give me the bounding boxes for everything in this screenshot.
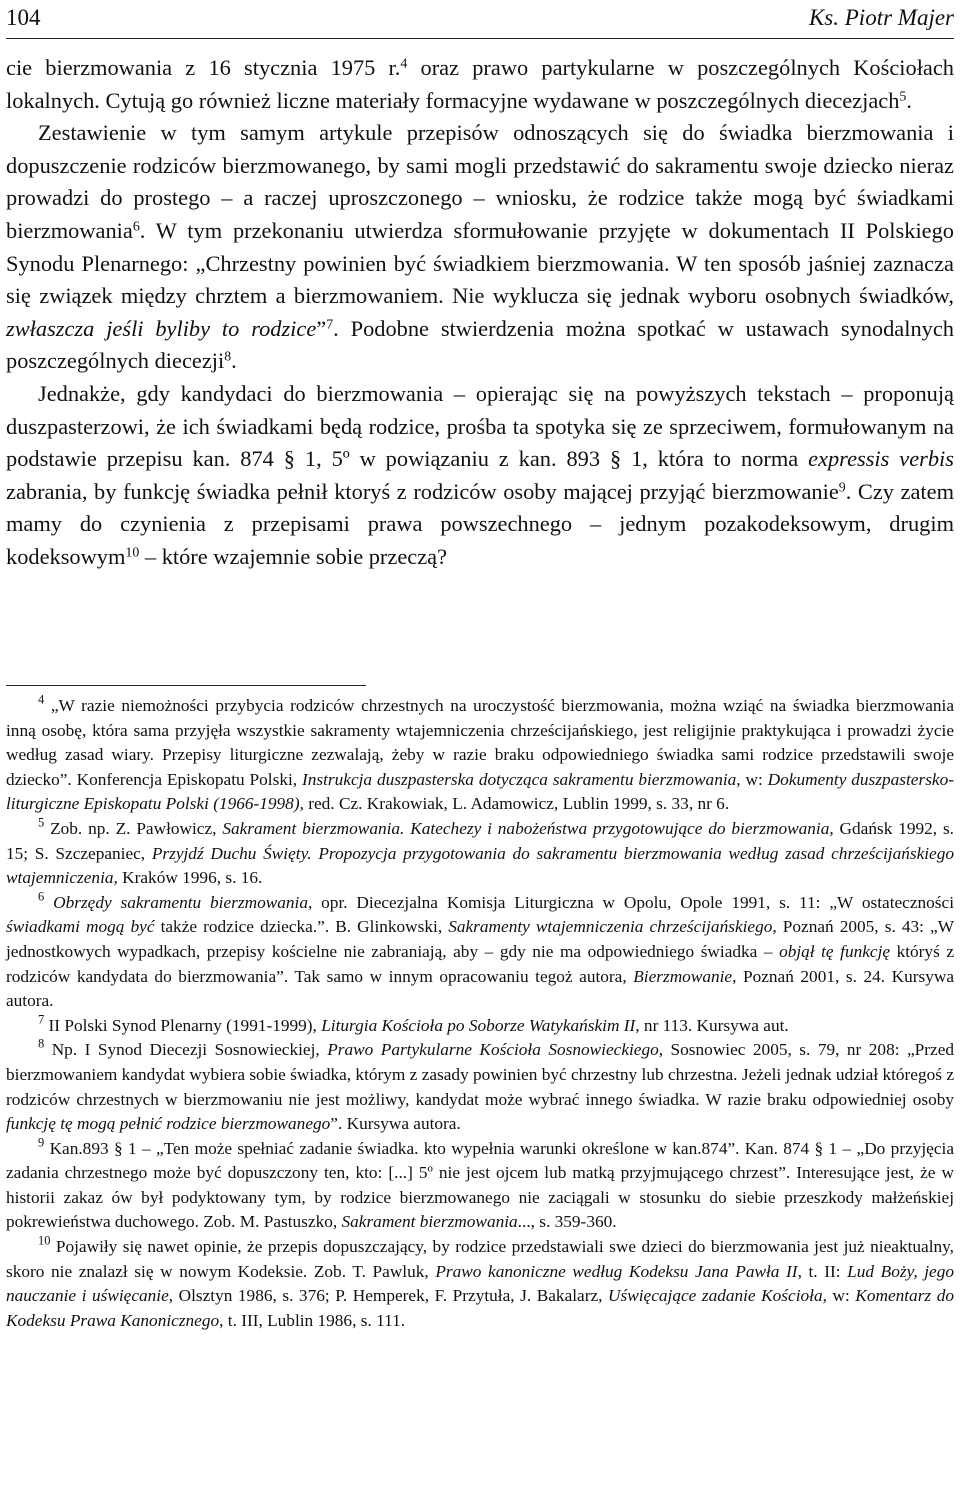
text-run: Zob. np. Z. Pawłowicz,: [44, 818, 223, 838]
text-run: , Gdańsk 1992, s. 15; S. Szczepaniec,: [6, 818, 954, 863]
italic-run: Komentarz do Kodeksu Prawa Kanonicznego: [6, 1286, 954, 1330]
footnote-9: [6, 1137, 954, 1235]
footnote-ref-5[interactable]: 5: [899, 88, 907, 104]
footnote-6: [6, 891, 954, 1014]
text-run: Np. I Synod Diecezji Sosnowieckiej,: [44, 1040, 328, 1060]
footnote-number: 6: [38, 889, 45, 904]
text-run: , Kraków 1996, s. 16.: [113, 868, 263, 888]
italic-run: Sakrament bierzmowania. Katechezy i nabożeństwa przygotowujące do bierzmowania: [222, 818, 830, 838]
footnote-4: [6, 694, 954, 817]
italic-run: Sakramenty wtajemniczenia chrześcijańskiego: [448, 917, 773, 937]
footnote-ref-6[interactable]: 6: [132, 219, 140, 235]
text-run: . Czy zatem mamy do czynienia z przepisami prawa powszechnego – jednym pozakodeksowym, drugim kodeksowym: [6, 478, 955, 569]
text-run: II Polski Synod Plenarny (1991-1999),: [44, 1015, 322, 1035]
paragraph-2: [6, 117, 954, 378]
text-run: , t. II:: [797, 1261, 848, 1281]
footnote-number: 10: [38, 1233, 51, 1248]
text-run: Jednakże, gdy kandydaci do bierzmowania – opierając się na powyższych tekstach – proponują duszpasterzowi, że ich świadkami będą rodzice, prośba ta spotyka się ze sprzeciwem, formułowanym na podstawie przepisu kan. 874 § 1, 5º w powiązaniu z kan. 893 § 1, która to norma: [6, 380, 954, 472]
footnote-7: [6, 1014, 954, 1039]
italic-run: świadkami mogą być: [6, 917, 155, 937]
italic-run: Prawo kanoniczne według Kodeksu Jana Pawła II: [435, 1261, 798, 1281]
italic-run: Obrzędy sakramentu bierzmowania: [53, 892, 308, 912]
footnote-5: [6, 817, 954, 891]
italic-run: zwłaszcza jeśli byliby to rodzice: [6, 315, 317, 341]
footnote-number: 8: [38, 1036, 45, 1051]
text-run: .: [231, 348, 237, 374]
text-run: , Sosnowiec 2005, s. 79, nr 208: „Przed bierzmowaniem kandydat wybiera sobie świadka, którym z zasady powinien być chrzestny lub chrzestna. Jeżeli jednak udział któregoś z rodziców chrzestnych w bierzmowaniu nie jest możliwy, kandydat może wybrać innego świadka. W razie braku odpowiedniej osoby: [6, 1040, 955, 1109]
text-run: ”. Kursywa autora.: [330, 1114, 461, 1134]
italic-run: Liturgia Kościoła po Soborze Watykańskim II: [321, 1015, 636, 1035]
footnotes: [6, 694, 954, 1333]
text-run: zabrania, by funkcję świadka pełnił ktoryś z rodziców osoby mającej przyjąć bierzmowanie: [6, 478, 839, 504]
text-run: , opr. Diecezjalna Komisja Liturgiczna w Opolu, Opole 1991, s. 11: „W ostateczności: [307, 892, 954, 912]
running-header: [6, 0, 954, 39]
italic-run: Sakrament bierzmowania: [341, 1212, 518, 1232]
text-run: , red. Cz. Krakowiak, L. Adamowicz, Lublin 1999, s. 33, nr 6.: [299, 794, 730, 814]
footnote-separator: [6, 685, 366, 686]
italic-run: Lud Boży, jego nauczanie i uświęcanie: [6, 1261, 955, 1306]
italic-run: expressis verbis: [808, 446, 954, 472]
text-run: , t. III, Lublin 1986, s. 111.: [219, 1310, 406, 1330]
main-text: [6, 52, 954, 574]
text-run: oraz prawo partykularne w poszczególnych Kościołach lokalnych. Cytują go również liczne materiały formacyjne wydawane w poszczególnych diecezjach: [6, 55, 954, 113]
footnote-ref-9[interactable]: 9: [838, 480, 846, 496]
text-run: – które wzajemnie sobie przeczą?: [139, 543, 448, 569]
text-run: ..., s. 359-360.: [517, 1212, 617, 1232]
text-run: Pojawiły się nawet opinie, że przepis dopuszczający, by rodzice przedstawiali swe dzieci do bierzmowania jest już nieaktualny, skoro nie znalazł się w nowym Kodeksie. Zob. T. Pawluk,: [6, 1237, 954, 1281]
text-run: , Poznań 2005, s. 43: „W jednostkowych wypadkach, przepisy kościelne nie zabraniają, aby – gdy nie ma odpowiedniego świadka –: [6, 917, 955, 961]
paragraph-3: [6, 378, 954, 574]
text-run: , Olsztyn 1986, s. 376; P. Hemperek, F. Przytuła, J. Bakalarz,: [168, 1286, 608, 1306]
footnote-number: 9: [38, 1135, 45, 1150]
footnote-10: [6, 1235, 954, 1333]
footnote-ref-8[interactable]: 8: [224, 349, 232, 365]
italic-run: Instrukcja duszpasterska dotycząca sakramentu bierzmowania: [302, 769, 737, 789]
text-run: ”: [316, 315, 327, 341]
text-run: „W razie niemożności przybycia rodziców chrzestnych na uroczystość bierzmowania, można wziąć na świadka bierzmowania inną osobę, która sama przyjęła wszystkie sakramenty wtajemniczenia chrześcijańskiego, jest religijnie praktykująca i prowadzi życie według zasad wiary. Przepisy liturgiczne zezwalają, żeby w razie braku odpowiedniego świadka sami rodzice przedstawili swoje dziecko”. Konferencja Episkopatu Polski,: [6, 696, 954, 789]
text-run: , w:: [822, 1286, 856, 1306]
text-run: któryś z rodziców kandydata do bierzmowania”. Tak samo w innym opracowaniu tegoż autora,: [6, 941, 955, 986]
text-run: . Podobne stwierdzenia można spotkać w ustawach synodalnych poszczególnych diecezji: [6, 315, 954, 374]
running-author: Ks. Piotr Majer: [808, 5, 954, 30]
text-run: Kan.893 § 1 – „Ten może spełniać zadanie świadka. kto wypełnia warunki określone w kan.874”. Kan. 874 § 1 – „Do przyjęcia zadania chrzestnego może być dopuszczony ten, kto: [...] 5º nie jest ojcem lub matką przyjmującego chrzest”. Interesujące jest, że w historii zakaz ów był podyktowany tym, by rodzice bierzmowanego nie zaciągali w stosunku do siebie przeszkody małżeńskiej pokrewieństwa duchowego. Zob. M. Pastuszko,: [6, 1138, 954, 1232]
text-run: Zestawienie w tym samym artykule przepisów odnoszących się do świadka bierzmowania i dopuszczenie rodziców bierzmowanego, by sami mogli przedstawić do sakramentu swoje dziecko nieraz prowadzi do prostego – a raczej uproszczonego – wniosku, że rodzice także mogą być świadkami bierzmowania: [6, 120, 954, 243]
footnote-number: 7: [38, 1012, 45, 1027]
paragraph-1: [6, 52, 954, 117]
text-run: , nr 113. Kursywa aut.: [635, 1015, 789, 1035]
text-run: . W tym przekonaniu utwierdza sformułowanie przyjęte w dokumentach II Polskiego Synodu Plenarnego: „Chrzestny powinien być świadkiem bierzmowania. W ten sposób jaśniej zaznacza się związek między chrztem a bierzmowaniem. Nie wyklucza się jednak wyboru osobnych świadków,: [6, 217, 954, 309]
italic-run: Dokumenty duszpastersko-liturgiczne Episkopatu Polski (1966-1998): [6, 769, 954, 814]
footnote-ref-10[interactable]: 10: [125, 545, 140, 561]
italic-run: objął tę funkcję: [779, 941, 891, 961]
text-run: , w:: [736, 769, 768, 789]
page-number: 104: [6, 5, 41, 30]
text-run: [44, 893, 53, 912]
italic-run: Przyjdź Duchu Święty. Propozycja przygotowania do sakramentu bierzmowania według zasad chrześcijańskiego wtajemniczenia: [6, 843, 955, 888]
text-run: cie bierzmowania z 16 stycznia 1975 r.: [6, 55, 401, 80]
text-run: , Poznań 2001, s. 24. Kursywa autora.: [6, 966, 954, 1011]
italic-run: funkcję tę mogą pełnić rodzice bierzmowanego: [6, 1114, 331, 1134]
footnote-number: 4: [38, 692, 45, 707]
footnote-number: 5: [38, 815, 45, 830]
italic-run: Prawo Partykularne Kościoła Sosnowieckiego: [327, 1040, 659, 1060]
text-run: .: [906, 87, 912, 113]
footnote-ref-7[interactable]: 7: [326, 317, 334, 333]
footnote-ref-4[interactable]: 4: [400, 56, 408, 72]
text-run: także rodzice dziecka.”. B. Glinkowski,: [154, 917, 449, 937]
italic-run: Uświęcające zadanie Kościoła: [608, 1286, 823, 1306]
footnote-8: [6, 1038, 954, 1136]
italic-run: Bierzmowanie: [633, 966, 733, 986]
